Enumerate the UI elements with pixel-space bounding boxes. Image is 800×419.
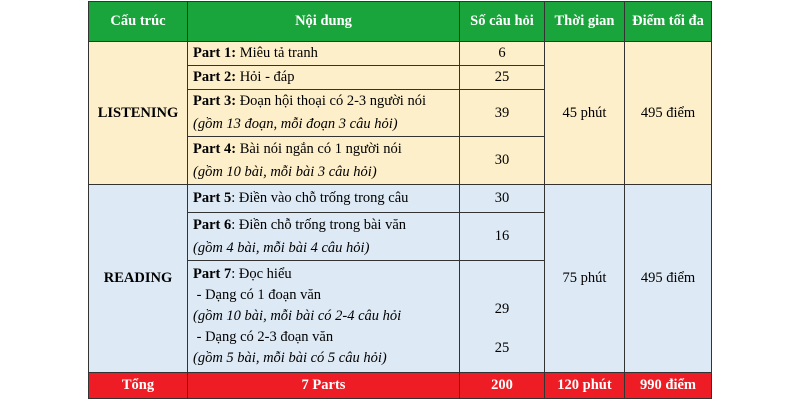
part-6-note: (gồm 4 bài, mỗi bài 4 câu hỏi) [193,239,370,256]
reading-time: 75 phút [545,185,625,373]
header-row [89,2,712,42]
part-7-cell [188,261,460,373]
header-max-score: Điểm tối đa [625,2,712,42]
part-6-name: Part 6 [193,216,232,233]
header-structure: Cấu trúc [89,2,188,42]
part-2-name: Part 2: [193,69,237,85]
total-parts: 7 Parts [188,373,460,399]
part-5-name: Part 5 [193,190,232,206]
listening-score: 495 điểm [625,42,712,185]
part-3-desc: Đoạn hội thoại có 2-3 người nói [239,93,426,109]
total-questions: 200 [460,373,545,399]
part-6-count: 16 [460,213,545,261]
total-score: 990 điểm [625,373,712,399]
part-7-name: Part 7 [193,266,232,282]
part-4-cell [188,137,460,185]
part-1-cell [188,42,460,66]
table-row [89,42,712,66]
reading-score: 495 điểm [625,185,712,373]
total-label: Tổng [89,373,188,399]
part-6-desc: : Điền chỗ trống trong bài văn [231,216,407,233]
part-6-cell [188,213,460,261]
part-4-note: (gồm 10 bài, mỗi bài 3 câu hỏi) [193,163,377,180]
part-7-sub-2: - Dạng có 2-3 đoạn văn [193,329,334,345]
part-3-count: 39 [460,90,545,137]
header-questions: Số câu hỏi [460,2,545,42]
listening-time: 45 phút [545,42,625,185]
part-5-cell [188,185,460,213]
part-7-sub-1: - Dạng có 1 đoạn văn [193,287,322,303]
total-row [89,373,712,399]
part-5-count: 30 [460,185,545,213]
part-7-count-1: 29 [494,301,510,317]
part-1-name: Part 1: [193,45,237,61]
part-3-name: Part 3: [193,93,237,109]
part-4-name: Part 4: [193,140,237,157]
part-7-counts [460,261,545,373]
part-1-desc: Miêu tả tranh [239,45,318,61]
toeic-structure-table [88,1,712,399]
part-7-desc: : Đọc hiểu [231,266,292,282]
part-4-count: 30 [460,137,545,185]
header-time: Thời gian [545,2,625,42]
listening-label: LISTENING [89,42,188,185]
header-content: Nội dung [188,2,460,42]
total-time: 120 phút [545,373,625,399]
table-row [89,185,712,213]
part-7-note-2: (gồm 5 bài, mỗi bài có 5 câu hỏi) [193,350,387,366]
part-7-count-2: 25 [494,340,510,356]
part-2-cell [188,66,460,90]
part-2-desc: Hỏi - đáp [239,69,295,85]
part-3-note: (gồm 13 đoạn, mỗi đoạn 3 câu hỏi) [193,116,398,132]
part-7-note-1: (gồm 10 bài, mỗi bài có 2-4 câu hỏi [193,308,402,324]
part-4-desc: Bài nói ngắn có 1 người nói [239,140,402,157]
part-3-cell [188,90,460,137]
part-1-count: 6 [460,42,545,66]
reading-label: READING [89,185,188,373]
part-2-count: 25 [460,66,545,90]
part-5-desc: : Điền vào chỗ trống trong câu [231,190,409,206]
